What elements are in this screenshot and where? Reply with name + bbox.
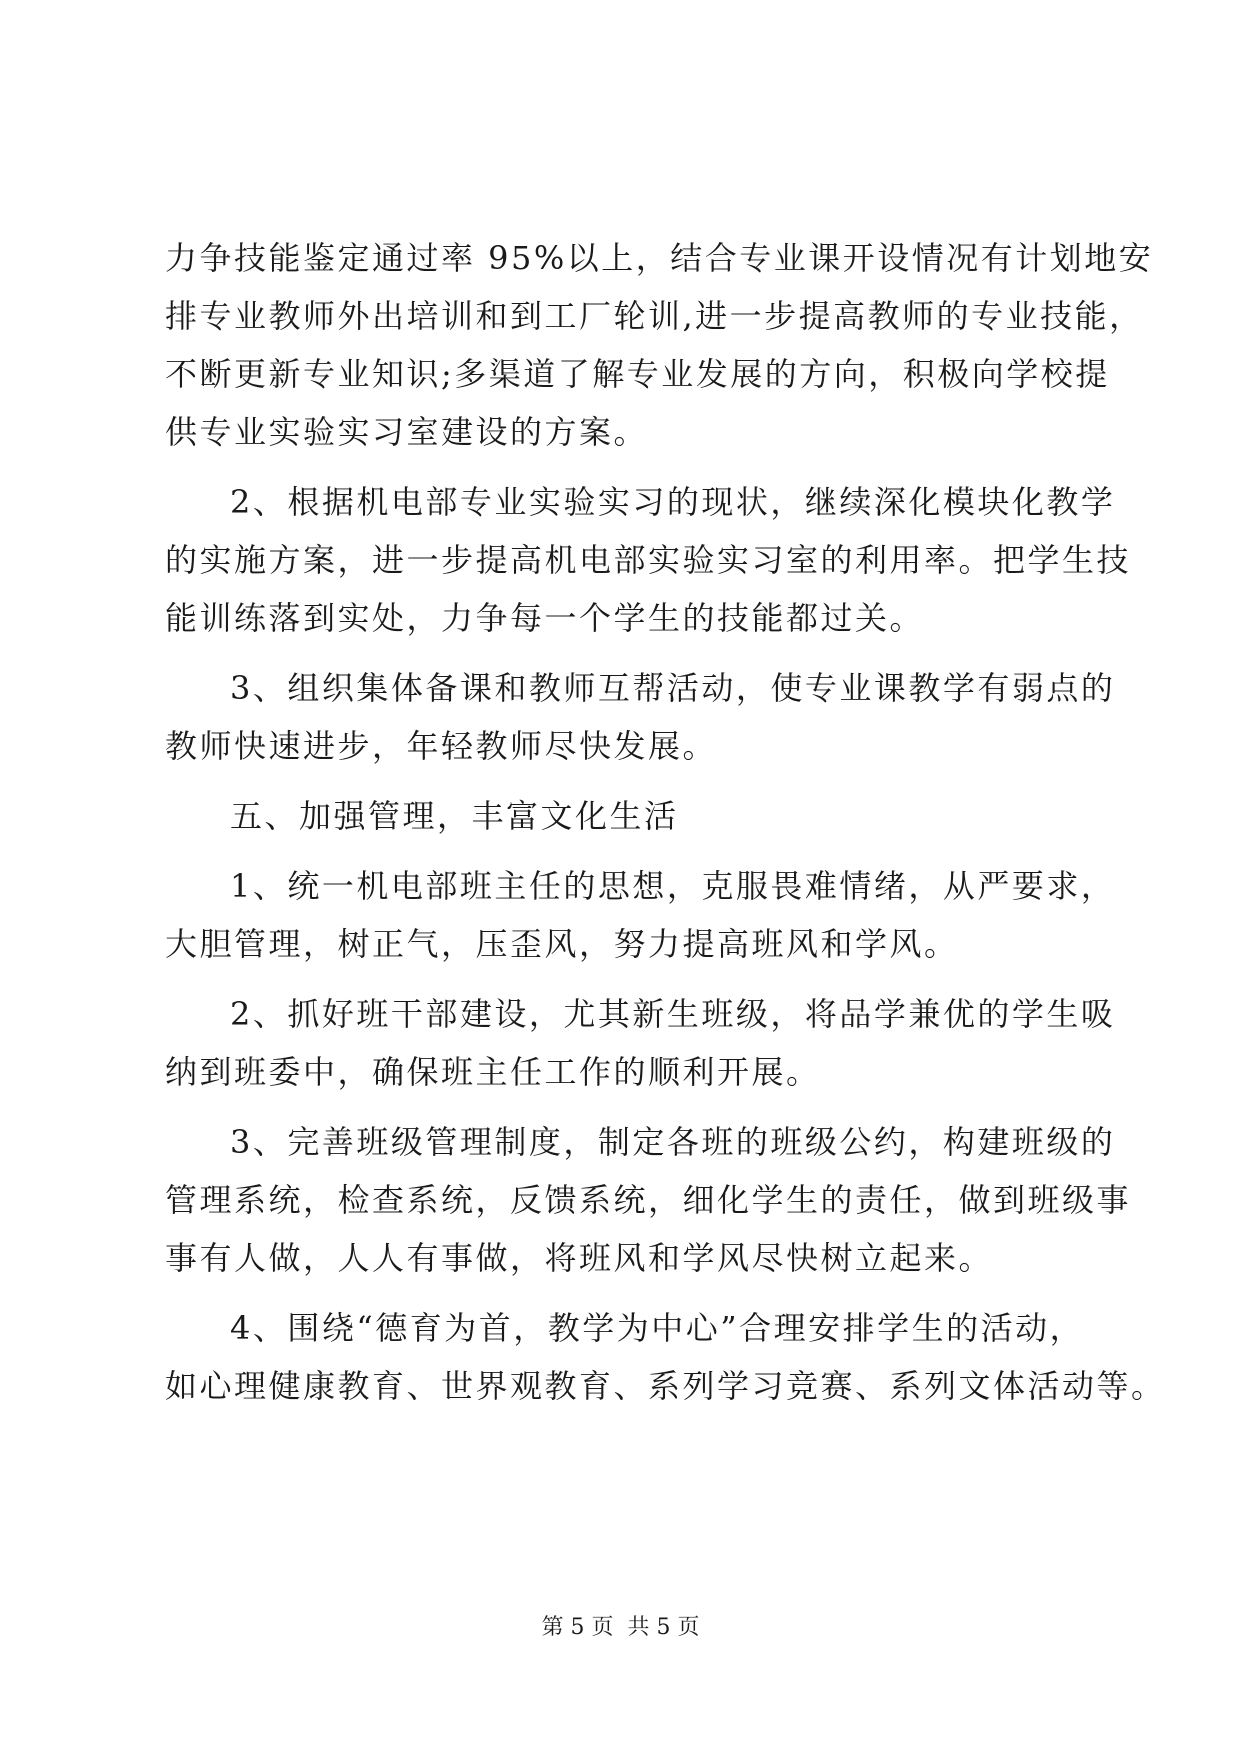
body-text-line: 如心理健康教育、世界观教育、系列学习竞赛、系列文体活动等。 (165, 1367, 1166, 1405)
body-text-line: 纳到班委中，确保班主任工作的顺利开展。 (165, 1053, 821, 1091)
body-text-line: 事有人做，人人有事做，将班风和学风尽快树立起来。 (165, 1239, 994, 1277)
body-text-line: 3、完善班级管理制度，制定各班的班级公约，构建班级的 (230, 1123, 1116, 1161)
body-text-line: 不断更新专业知识;多渠道了解专业发展的方向，积极向学校提 (165, 355, 1110, 393)
body-text-line: 排专业教师外出培训和到工厂轮训,进一步提高教师的专业技能， (165, 297, 1144, 335)
body-text-line: 3、组织集体备课和教师互帮活动，使专业课教学有弱点的 (230, 669, 1116, 707)
body-text-line: 的实施方案，进一步提高机电部实验实习室的利用率。把学生技 (165, 541, 1132, 579)
body-text-line: 力争技能鉴定通过率 95%以上，结合专业课开设情况有计划地安 (165, 239, 1154, 277)
body-text-line: 2、抓好班干部建设，尤其新生班级，将品学兼优的学生吸 (230, 995, 1116, 1033)
body-text-line: 管理系统，检查系统，反馈系统，细化学生的责任，做到班级事 (165, 1181, 1132, 1219)
body-text-line: 4、围绕“德育为首，教学为中心”合理安排学生的活动， (230, 1309, 1085, 1347)
section-heading: 五、加强管理，丰富文化生活 (230, 797, 679, 835)
body-text-line: 1、统一机电部班主任的思想，克服畏难情绪，从严要求， (230, 867, 1116, 905)
page-number-footer: 第 5 页 共 5 页 (541, 1615, 700, 1640)
body-text-line: 供专业实验实习室建设的方案。 (165, 413, 649, 451)
body-text-line: 2、根据机电部专业实验实习的现状，继续深化模块化教学 (230, 483, 1116, 521)
body-text-line: 教师快速进步，年轻教师尽快发展。 (165, 727, 718, 765)
body-text-line: 大胆管理，树正气，压歪风，努力提高班风和学风。 (165, 925, 959, 963)
body-text-line: 能训练落到实处，力争每一个学生的技能都过关。 (165, 599, 925, 637)
